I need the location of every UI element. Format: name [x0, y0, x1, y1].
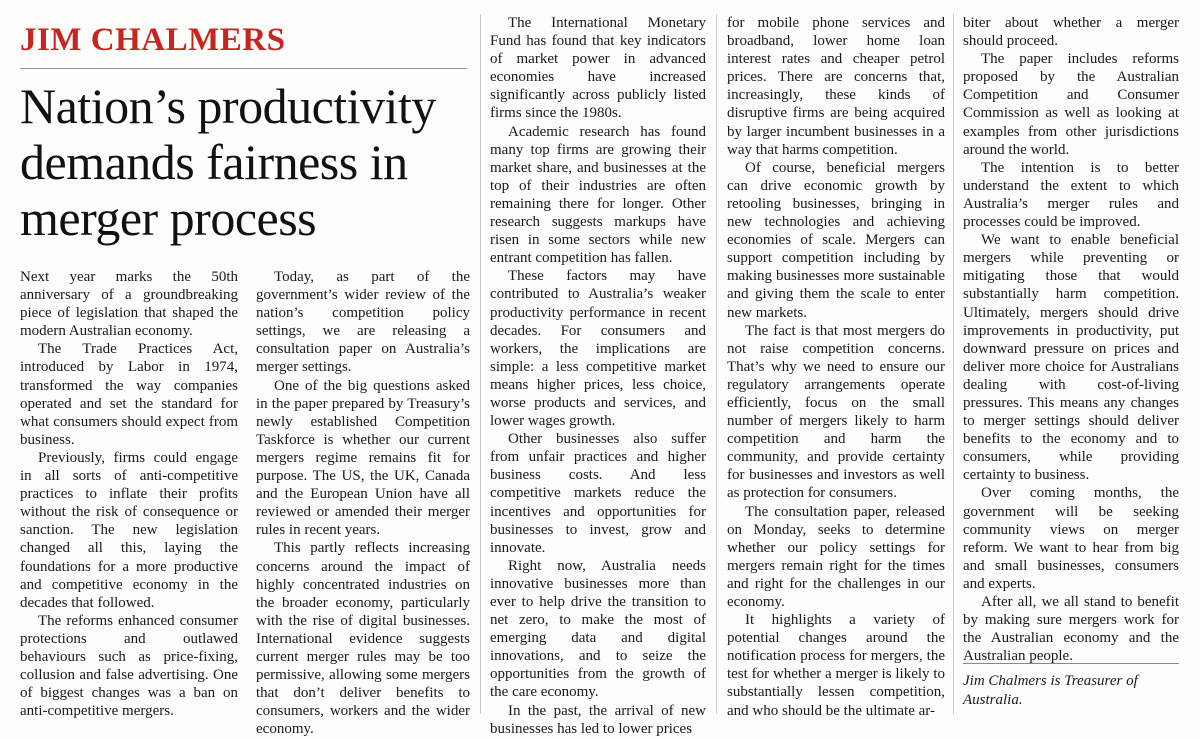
paragraph: The Trade Practices Act, introduced by Labor in 1974, transformed the way companies operated and set the standard for what consumers should expect from business. [20, 341, 238, 448]
paragraph: Of course, beneficial mergers can drive economic growth by retooling businesses, bringing in new technologies and achieving economies of scale. Mergers can support competition including by making businesses more sustainable and giving them the scale to enter new markets. [727, 159, 945, 321]
paragraph: One of the big questions asked in the paper prepared by Treasury’s newly established Competition Taskforce is whether our current mergers regime remains fit for purpose. The US, the UK, Canada and the European Union have all reviewed or amended their merger rules in recent years. [256, 377, 470, 539]
paragraph: The intention is to better understand the extent to which Australia’s merger rules and processes could be improved. [963, 159, 1179, 231]
body-column-4 [727, 14, 945, 720]
paragraph: The consultation paper, released on Monday, seeks to determine whether our policy settings for mergers remain right for the times and right for the challenges in our economy. [727, 503, 945, 610]
paragraph: The reforms enhanced consumer protections and outlawed behaviours such as price-fixing, collusion and false advertising. One of biggest changes was a ban on anti-competitive mergers. [20, 612, 238, 720]
paragraph: It highlights a variety of potential changes around the notification process for mergers, the test for whether a merger is likely to substantially lessen competition, and who should be the ultimate ar- [727, 612, 945, 719]
byline-rule [20, 68, 467, 69]
paragraph: for mobile phone services and broadband, lower home loan interest rates and cheaper petrol prices. There are concerns that, increasingly, these kinds of disruptive firms are being acquired by larger incumbent businesses in a way that harms competition. [727, 15, 945, 158]
paragraph: After all, we all stand to benefit by making sure mergers work for the Australian economy and the Australian people. [963, 594, 1179, 665]
author-tagline: Jim Chalmers is Treasurer of Australia. [963, 673, 1138, 708]
paragraph: Right now, Australia needs innovative businesses more than ever to help drive the transition to net zero, to make the most of emerging data and digital innovations, and to seize the opportunities from the growth of the care economy. [490, 557, 706, 701]
column-divider [480, 14, 481, 714]
headline: Nation’s productivity demands fairness in merger process [20, 78, 436, 246]
paragraph: Over coming months, the government will be seeking community views on merger reform. We want to hear from big and small businesses, consumers and experts. [963, 485, 1179, 592]
column-divider [716, 14, 717, 714]
author-byline: JIM CHALMERS [20, 22, 286, 58]
paragraph: In the past, the arrival of new businesses has led to lower prices [490, 702, 706, 737]
body-column-1 [20, 268, 238, 720]
paragraph: Previously, firms could engage in all sorts of anti-competitive practices to inflate their profits without the risk of consequence or sanction. The new legislation changed all this, laying the foundations for a more productive and competitive economy in the decades that followed. [20, 449, 238, 611]
paragraph: Next year marks the 50th anniversary of a groundbreaking piece of legislation that shaped the modern Australian economy. [20, 269, 238, 340]
paragraph: These factors may have contributed to Australia’s weaker productivity performance in recent decades. For consumers and workers, the implications are simple: a less competitive market means higher prices, less choice, worse products and services, and lower wages growth. [490, 268, 706, 430]
body-column-2 [256, 268, 470, 738]
paragraph: Academic research has found many top firms are growing their market share, and businesses at the top of their industries are often remaining there for longer. Other research suggests markups have risen in some sectors while new entrant competition has fallen. [490, 123, 706, 267]
column-divider [953, 14, 954, 714]
body-column-5 [963, 14, 1179, 665]
paragraph: The International Monetary Fund has found that key indicators of market power in advanced economies have increased significantly across publicly listed firms since the 1980s. [490, 15, 706, 122]
paragraph: Other businesses also suffer from unfair practices and higher business costs. And less competitive markets reduce the incentives and opportunities for businesses to invest, grow and innovate. [490, 431, 706, 556]
paragraph: Today, as part of the government’s wider review of the nation’s competition policy settings, we are releasing a consultation paper on Australia’s merger settings. [256, 269, 470, 376]
paragraph: The paper includes reforms proposed by the Australian Competition and Consumer Commission as well as looking at examples from other jurisdictions around the world. [963, 51, 1179, 158]
paragraph: We want to enable beneficial mergers while preventing or mitigating those that would substantially harm competition. Ultimately, mergers should drive improvements in productivity, put downward pressure on prices and deliver more choice for Australians dealing with cost-of-living pressures. This means any changes to merger settings should deliver benefits to the economy and to consumers, while providing certainty to business. [963, 232, 1179, 484]
tagline-rule [963, 663, 1179, 664]
paragraph: The fact is that most mergers do not raise competition concerns. That’s why we need to ensure our regulatory arrangements operate efficiently, focus on the small number of mergers likely to harm competition and harm the community, and provide certainty for businesses and investors as well as protection for consumers. [727, 322, 945, 502]
paragraph: This partly reflects increasing concerns around the impact of highly concentrated industries on the broader economy, particularly with the rise of digital businesses. International evidence suggests current merger rules may be too permissive, allowing some mergers that don’t deliver benefits to consumers, workers and the wider economy. [256, 540, 470, 738]
paragraph: biter about whether a merger should proceed. [963, 15, 1179, 50]
body-column-3 [490, 14, 706, 738]
